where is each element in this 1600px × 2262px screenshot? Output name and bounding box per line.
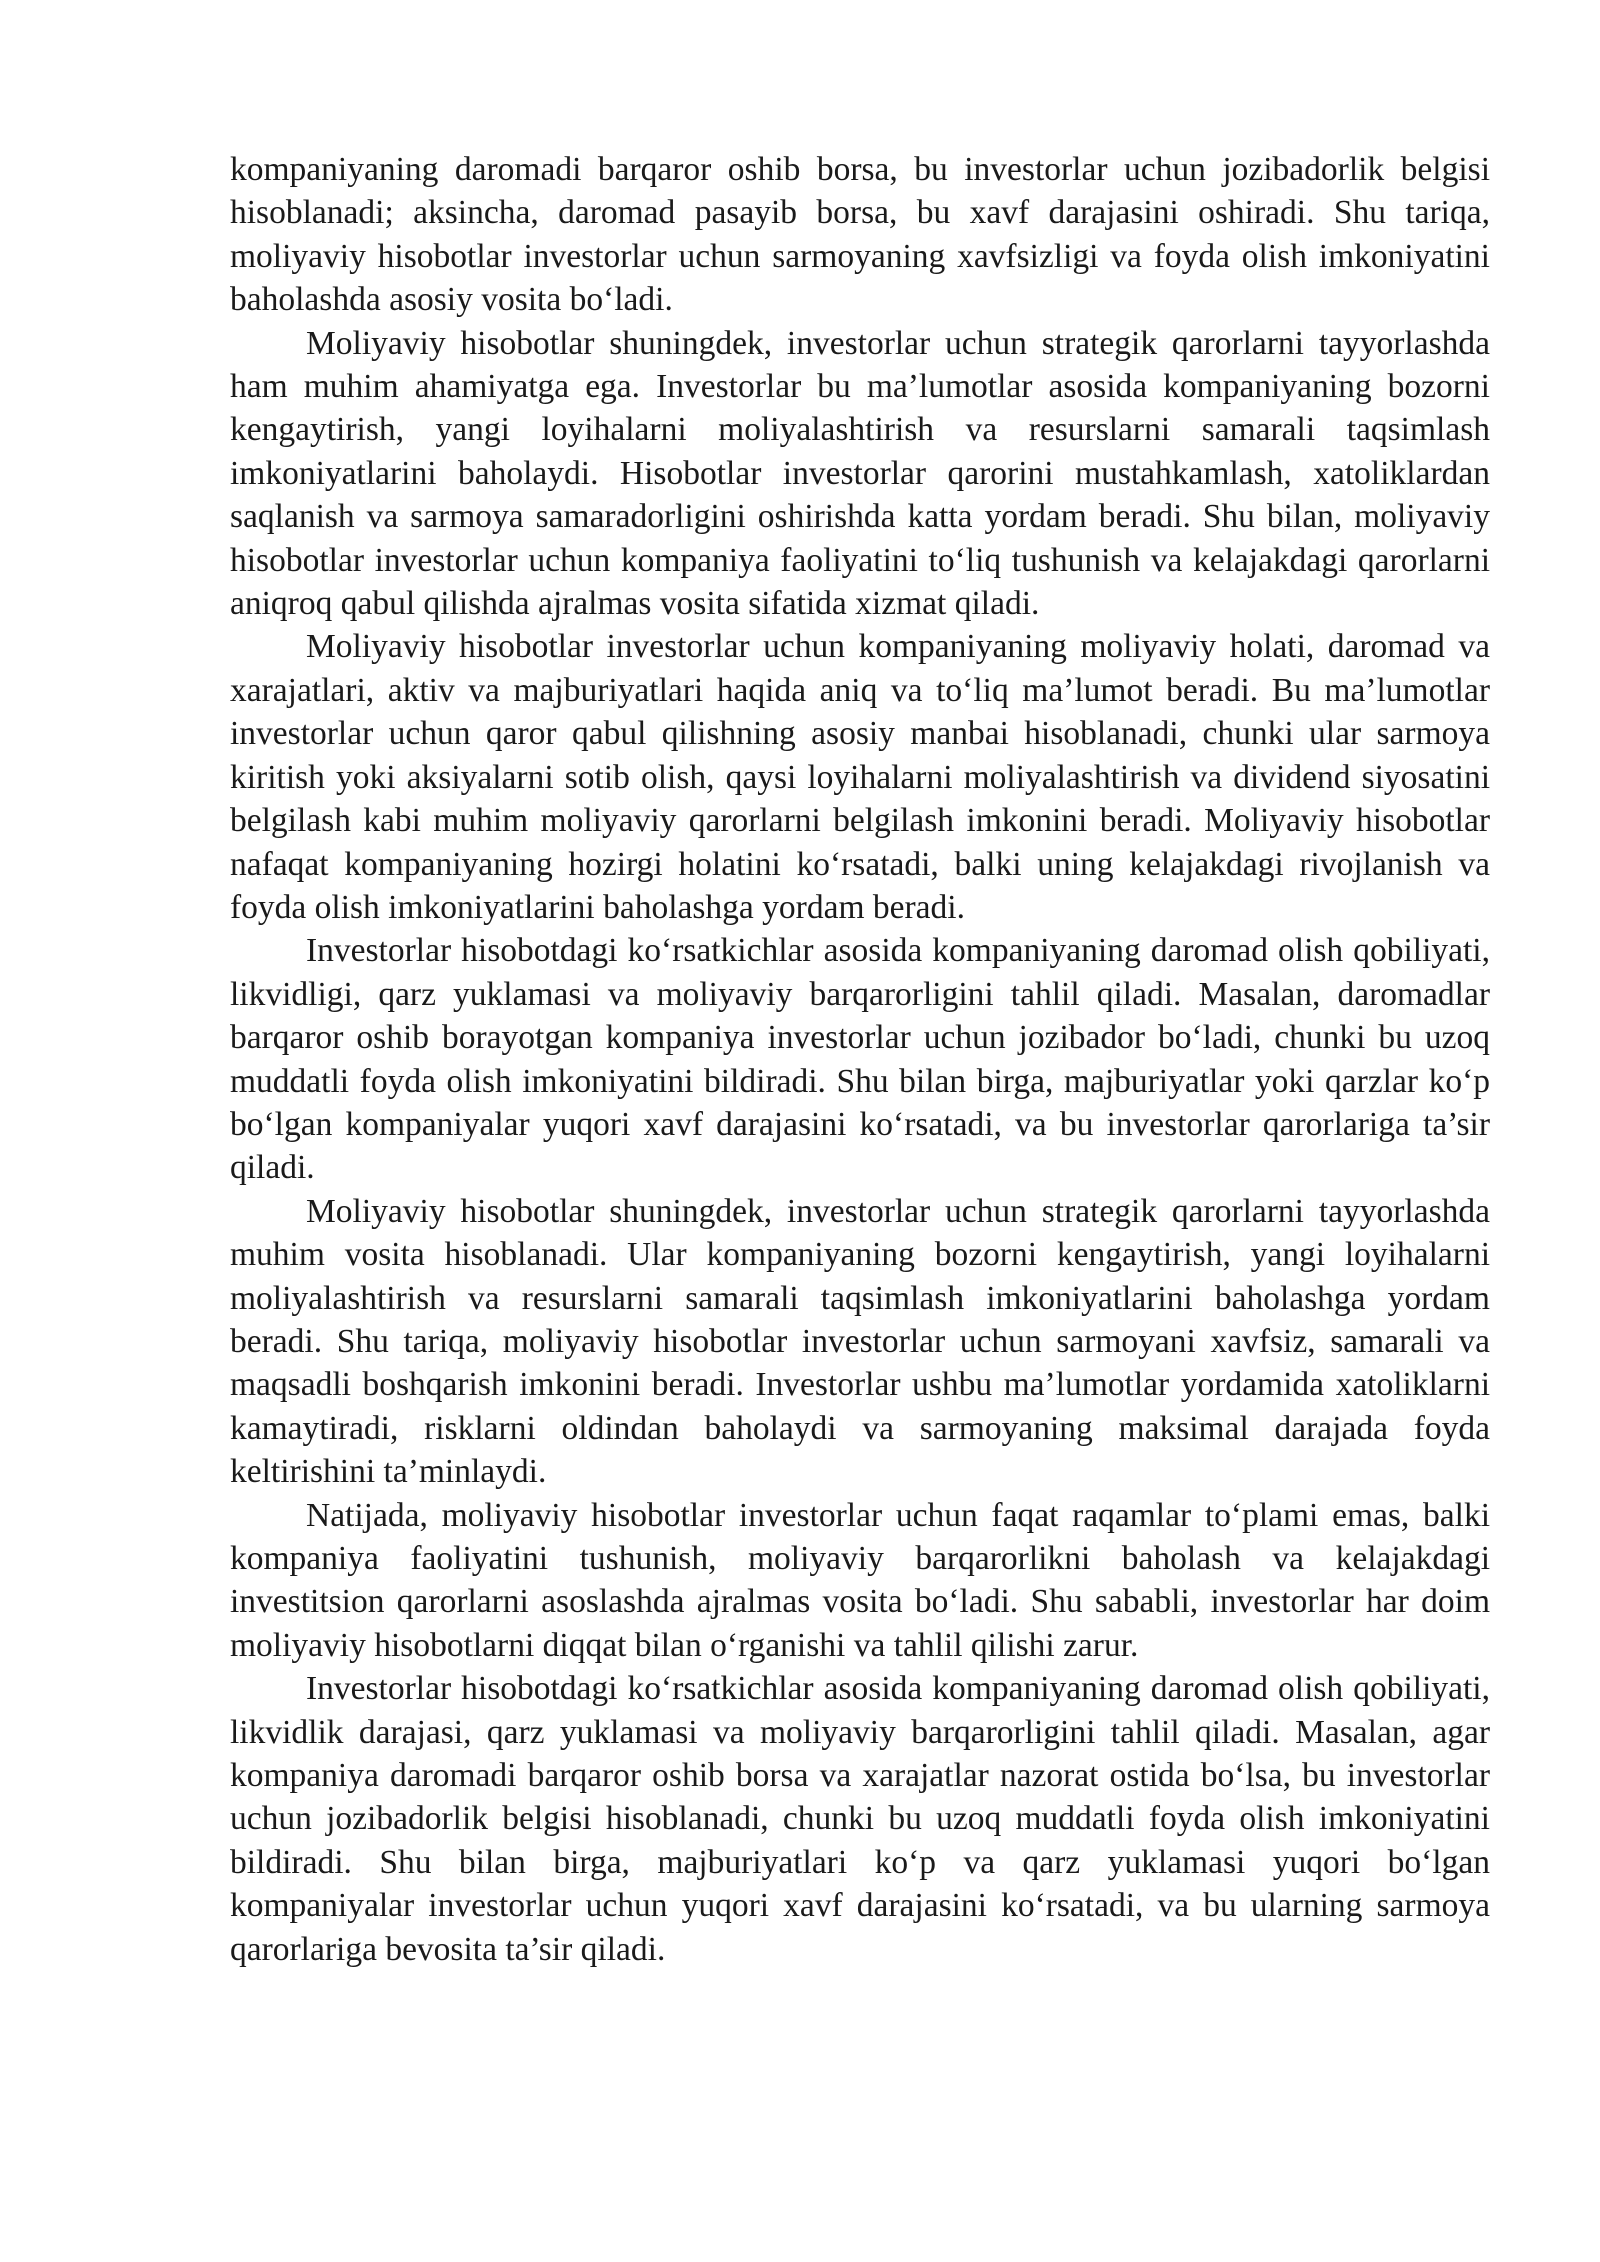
- paragraph-indicators-summary: Investorlar hisobotdagi ko‘rsatkichlar asosida kompaniyaning daromad olish qobiliyati, likvidlik darajasi, qarz yuklamasi va moliyaviy barqarorligini tahlil qiladi. Masalan, agar kompaniya daromadi barqaror oshib borsa va xarajatlar nazorat ostida bo‘lsa, bu investorlar uchun jozibadorlik belgisi hisoblanadi, chunki bu uzoq muddatli foyda olish imkoniyatini bildiradi. Shu bilan birga, majburiyatlari ko‘p va qarz yuklamasi yuqori bo‘lgan kompaniyalar investorlar uchun yuqori xavf darajasini ko‘rsatadi, va bu ularning sarmoya qarorlariga bevosita ta’sir qiladi.: [230, 1670, 1490, 1968]
- document-page: [230, 148, 1490, 1971]
- paragraph-financial-position: Moliyaviy hisobotlar investorlar uchun kompaniyaning moliyaviy holati, daromad va xarajatlari, aktiv va majburiyatlari haqida aniq va to‘liq ma’lumot beradi. Bu ma’lumotlar investorlar uchun qaror qabul qilishning asosiy manbai hisoblanadi, chunki ular sarmoya kiritish yoki aksiyalarni sotib olish, qaysi loyihalarni moliyalashtirish va dividend siyosatini belgilash kabi muhim moliyaviy qarorlarni belgilash imkonini beradi. Moliyaviy hisobotlar nafaqat kompaniyaning hozirgi holatini ko‘rsatadi, balki uning kelajakdagi rivojlanish va foyda olish imkoniyatlarini baholashga yordam beradi.: [230, 628, 1490, 926]
- paragraph-strategic-tool: Moliyaviy hisobotlar shuningdek, investorlar uchun strategik qarorlarni tayyorlashda muhim vosita hisoblanadi. Ular kompaniyaning bozorni kengaytirish, yangi loyihalarni moliyalashtirish va resurslarni samarali taqsimlash imkoniyatlarini baholashga yordam beradi. Shu tariqa, moliyaviy hisobotlar investorlar uchun sarmoyani xavfsiz, samarali va maqsadli boshqarish imkonini beradi. Investorlar ushbu ma’lumotlar yordamida xatoliklarni kamaytiradi, risklarni oldindan baholaydi va sarmoyaning maksimal darajada foyda keltirishini ta’minlaydi.: [230, 1192, 1490, 1491]
- paragraph-indicators-analysis: Investorlar hisobotdagi ko‘rsatkichlar asosida kompaniyaning daromad olish qobiliyati, likvidligi, qarz yuklamasi va moliyaviy barqarorligini tahlil qiladi. Masalan, daromadlar barqaror oshib borayotgan kompaniya investorlar uchun jozibador bo‘ladi, chunki bu uzoq muddatli foyda olish imkoniyatini bildiradi. Shu bilan birga, majburiyatlar yoki qarzlar ko‘p bo‘lgan kompaniyalar yuqori xavf darajasini ko‘rsatadi, va bu investorlar qarorlariga ta’sir qiladi.: [230, 932, 1490, 1187]
- paragraph-continuation: kompaniyaning daromadi barqaror oshib borsa, bu investorlar uchun jozibadorlik belgisi hisoblanadi; aksincha, daromad pasayib borsa, bu xavf darajasini oshiradi. Shu tariqa, moliyaviy hisobotlar investorlar uchun sarmoyaning xavfsizligi va foyda olish imkoniyatini baholashda asosiy vosita bo‘ladi.: [230, 151, 1490, 319]
- paragraph-strategic-decisions: Moliyaviy hisobotlar shuningdek, investorlar uchun strategik qarorlarni tayyorlashda ham muhim ahamiyatga ega. Investorlar bu ma’lumotlar asosida kompaniyaning bozorni kengaytirish, yangi loyihalarni moliyalashtirish va resurslarni samarali taqsimlash imkoniyatlarini baholaydi. Hisobotlar investorlar qarorini mustahkamlash, xatoliklardan saqlanish va sarmoya samaradorligini oshirishda katta yordam beradi. Shu bilan, moliyaviy hisobotlar investorlar uchun kompaniya faoliyatini to‘liq tushunish va kelajakdagi qarorlarni aniqroq qabul qilishda ajralmas vosita sifatida xizmat qiladi.: [230, 324, 1490, 623]
- paragraph-conclusion: Natijada, moliyaviy hisobotlar investorlar uchun faqat raqamlar to‘plami emas, balki kompaniya faoliyatini tushunish, moliyaviy barqarorlikni baholash va kelajakdagi investitsion qarorlarni asoslashda ajralmas vosita bo‘ladi. Shu sababli, investorlar har doim moliyaviy hisobotlarni diqqat bilan o‘rganishi va tahlil qilishi zarur.: [230, 1496, 1490, 1664]
